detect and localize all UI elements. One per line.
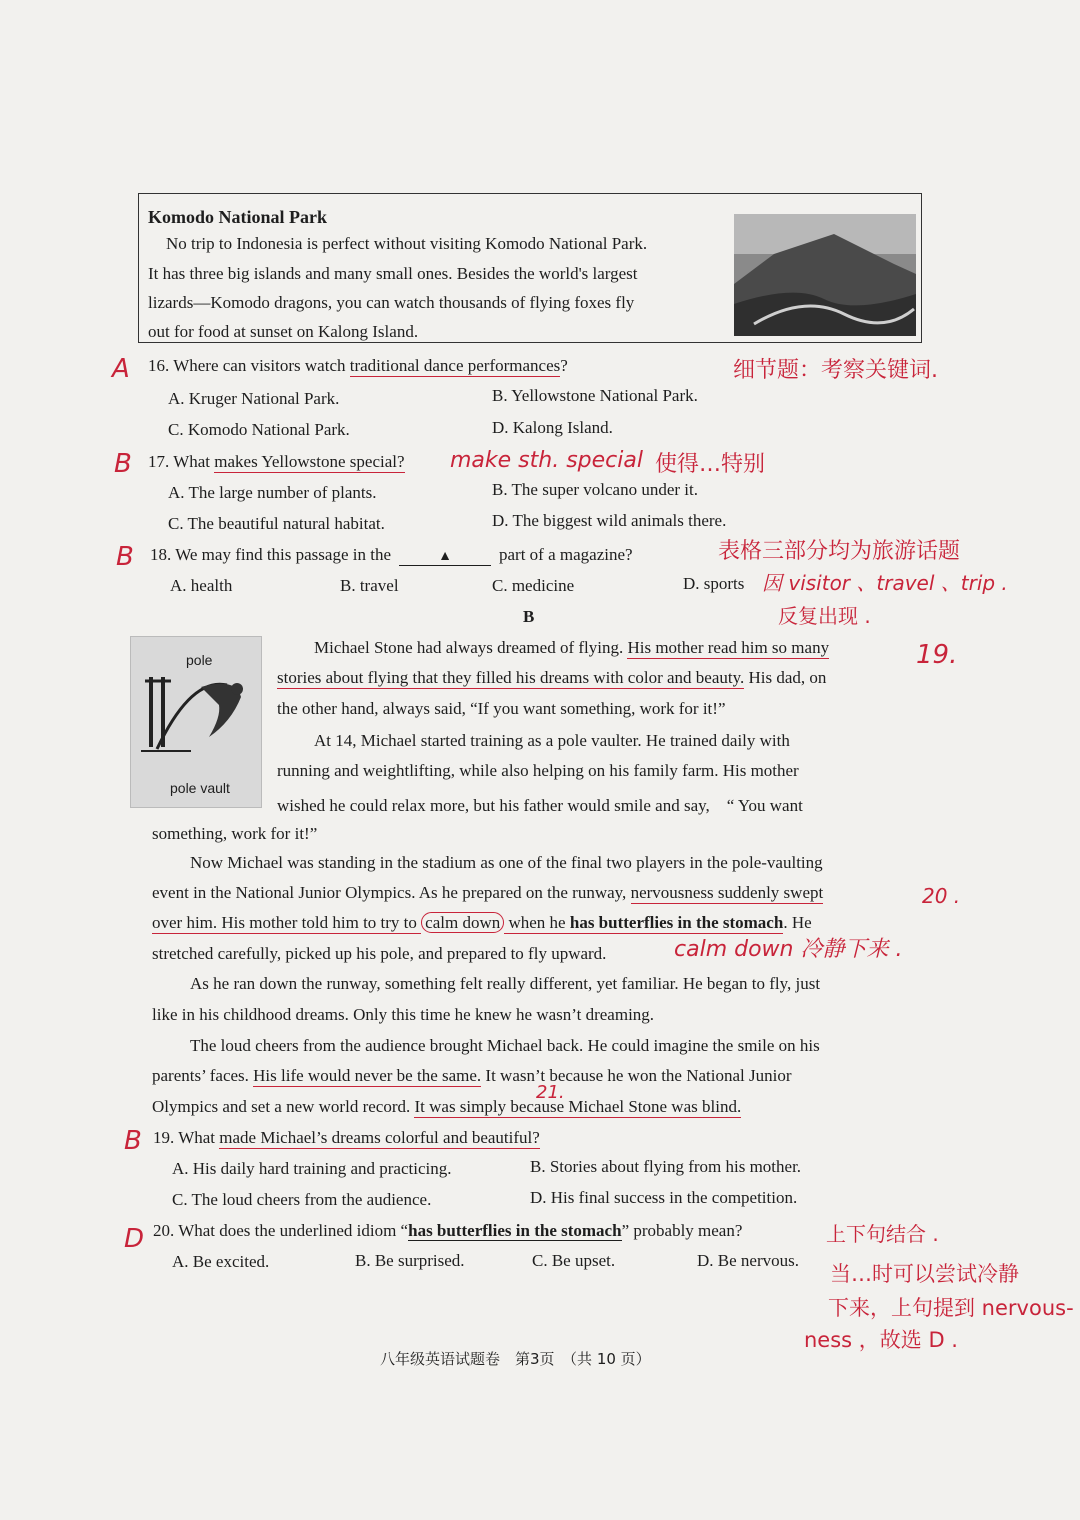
passage-p2-line4: something, work for it!”: [152, 824, 318, 843]
section-b-heading: B: [523, 607, 535, 626]
passage-p5-line3: Olympics and set a new world record. It was simply because Michael Stone was blind.: [152, 1097, 742, 1116]
pole-label: pole: [186, 652, 213, 668]
passage-p4-line2: like in his childhood dreams. Only this time he knew he wasn’t dreaming.: [152, 1005, 655, 1024]
box-line-1: No trip to Indonesia is perfect without visiting Komodo National Park.: [166, 234, 648, 253]
q18-option-c[interactable]: C. medicine: [492, 576, 575, 595]
passage-p1-line2: stories about flying that they filled his dreams with color and beauty. His dad, on: [277, 668, 827, 687]
q19-answer-mark: B: [124, 1126, 142, 1156]
margin-note-20: 20 .: [922, 884, 961, 908]
pole-vault-label: pole vault: [170, 780, 230, 796]
passage-p5-line1: The loud cheers from the audience brought Michael back. He could imagine the smile on his: [190, 1036, 820, 1055]
q16-option-c[interactable]: C. Komodo National Park.: [168, 420, 350, 439]
passage-p2-line2: running and weightlifting, while also helping on his family farm. His mother: [277, 761, 799, 780]
q20-option-b[interactable]: B. Be surprised.: [355, 1251, 465, 1270]
q20-answer-mark: D: [124, 1224, 145, 1254]
box-line-2: It has three big islands and many small ones. Besides the world's largest: [148, 264, 638, 283]
passage-p2-line1: At 14, Michael started training as a pole vaulter. He trained daily with: [314, 731, 790, 750]
q20-option-a[interactable]: A. Be excited.: [172, 1252, 270, 1271]
passage-p3-line1: Now Michael was standing in the stadium as one of the final two players in the pole-vaulting: [190, 853, 823, 872]
passage-p3-line4: stretched carefully, picked up his pole, and prepared to fly upward.: [152, 944, 607, 963]
q16-option-b[interactable]: B. Yellowstone National Park.: [492, 386, 698, 405]
q20-note-2: 当…时可以尝试冷静: [830, 1262, 1019, 1286]
q16-note: 细节题：考察关键词.: [733, 358, 938, 383]
q16-option-a[interactable]: A. Kruger National Park.: [168, 389, 340, 408]
passage-p1-line3: the other hand, always said, “If you want something, work for it!”: [277, 699, 726, 718]
q18-stem: 18. We may find this passage in the ▲ part of a magazine?: [150, 545, 633, 564]
q20-stem: 20. What does the underlined idiom “has butterflies in the stomach” probably mean?: [153, 1221, 743, 1240]
q18-note-repeat: 反复出现 .: [778, 604, 871, 628]
q17-option-b[interactable]: B. The super volcano under it.: [492, 480, 699, 499]
q19-option-b[interactable]: B. Stories about flying from his mother.: [530, 1157, 802, 1176]
q20-option-d[interactable]: D. Be nervous.: [697, 1251, 799, 1270]
box-line-4: out for food at sunset on Kalong Island.: [148, 322, 419, 341]
q17-note-meaning: 使得…特别: [655, 452, 766, 477]
komodo-photo: [734, 214, 916, 336]
q20-note-3: 下来，上句提到 nervous-: [828, 1296, 1074, 1320]
margin-note-19: 19.: [916, 640, 958, 670]
q19-stem: 19. What made Michael’s dreams colorful and beautiful?: [153, 1128, 540, 1147]
passage-p1-line1: Michael Stone had always dreamed of flying. His mother read him so many: [314, 638, 830, 657]
q19-option-a[interactable]: A. His daily hard training and practicing.: [172, 1159, 452, 1178]
q16-option-d[interactable]: D. Kalong Island.: [492, 418, 613, 437]
box-title: Komodo National Park: [148, 207, 328, 227]
q18-option-d[interactable]: D. sports: [683, 574, 745, 593]
passage-p4-line1: As he ran down the runway, something felt really different, yet familiar. He began to fly, just: [190, 974, 821, 993]
passage-p5-line2: parents’ faces. His life would never be the same. It wasn’t because he won the National Junior: [152, 1066, 792, 1085]
q18-answer-mark: B: [116, 542, 134, 572]
q20-note-1: 上下句结合 .: [826, 1222, 939, 1246]
box-line-3: lizards—Komodo dragons, you can watch thousands of flying foxes fly: [148, 293, 635, 312]
q17-option-c[interactable]: C. The beautiful natural habitat.: [168, 514, 385, 533]
page-footer: 八年级英语试题卷 第3页 （共 10 页）: [380, 1350, 651, 1368]
q18-option-a[interactable]: A. health: [170, 576, 233, 595]
q16-answer-mark: A: [112, 354, 130, 384]
q17-answer-mark: B: [114, 449, 132, 479]
q16-stem: 16. Where can visitors watch traditional dance performances?: [148, 356, 568, 375]
q17-stem: 17. What makes Yellowstone special?: [148, 452, 405, 471]
q19-option-c[interactable]: C. The loud cheers from the audience.: [172, 1190, 432, 1209]
q18-note-words: 因 visitor 、travel 、trip .: [762, 571, 1008, 595]
q18-option-b[interactable]: B. travel: [340, 576, 399, 595]
q20-note-4: ness ，故选 D .: [804, 1328, 958, 1352]
q17-option-a[interactable]: A. The large number of plants.: [168, 483, 377, 502]
q20-option-c[interactable]: C. Be upset.: [532, 1251, 616, 1270]
q17-option-d[interactable]: D. The biggest wild animals there.: [492, 511, 727, 530]
passage-p3-line3: over him. His mother told him to try to calm down when he has butterflies in the stomach. He: [152, 913, 812, 932]
q18-note-topic: 表格三部分均为旅游话题: [718, 539, 961, 564]
margin-note-21: 21.: [536, 1082, 565, 1103]
q19-option-d[interactable]: D. His final success in the competition.: [530, 1188, 798, 1207]
q17-note-phrase: make sth. special: [450, 448, 643, 473]
calm-down-note: calm down 冷静下来 .: [674, 937, 903, 962]
passage-p3-line2: event in the National Junior Olympics. As he prepared on the runway, nervousness suddenly swept: [152, 883, 824, 902]
passage-p2-line3: wished he could relax more, but his father would smile and say, “ You want: [277, 796, 803, 815]
